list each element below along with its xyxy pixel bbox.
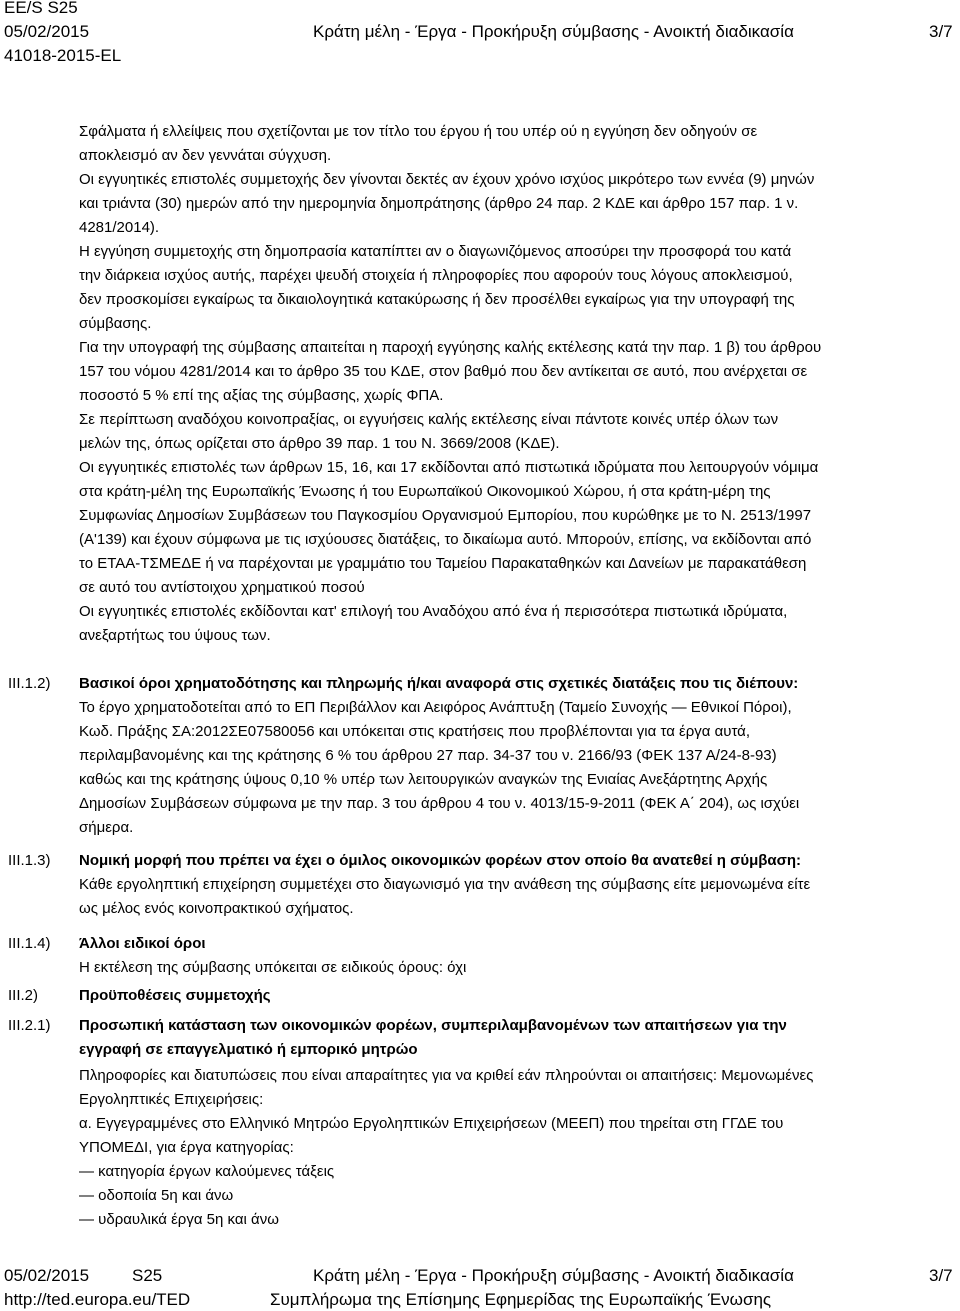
body-line: Σφάλματα ή ελλείψεις που σχετίζονται με τον τίτλο του έργου ή του υπέρ ού η εγγύηση δεν οδηγούν σε [79, 123, 758, 140]
body-line: Η εγγύηση συμμετοχής στη δημοπρασία καταπίπτει αν ο διαγωνιζόμενος αποσύρει την προσφορά του κατά [79, 243, 792, 260]
body-line: ΥΠΟΜΕΔΙ, για έργα κατηγορίας: [79, 1139, 294, 1156]
body-line: Πληροφορίες και διατυπώσεις που είναι απαραίτητες για να κριθεί εάν πληρούνται οι απαιτήσεις: Μεμονωμένες [79, 1067, 814, 1084]
body-line: σύμβασης. [79, 315, 152, 332]
body-line: Σε περίπτωση αναδόχου κοινοπραξίας, οι εγγυήσεις καλής εκτέλεσης είναι πάντοτε κοινές υπέρ όλων των [79, 411, 779, 428]
body-line: 4281/2014). [79, 219, 160, 236]
body-line: Για την υπογραφή της σύμβασης απαιτείται η παροχή εγγύησης καλής εκτέλεσης κατά την παρ. 1 β) του άρθρου [79, 339, 822, 356]
body-line: Δημοσίων Συμβάσεων σύμφωνα με την παρ. 3 του άρθρου 4 του ν. 4013/15-9-2011 (ΦΕΚ Α΄ 204), ως ισχύει [79, 795, 800, 812]
body-line: Το έργο χρηματοδοτείται από το ΕΠ Περιβάλλον και Αειφόρος Ανάπτυξη (Ταμείο Συνοχής — Εθνικοί Πόροι), [79, 699, 792, 716]
body-line: μελών της, όπως ορίζεται στο άρθρο 39 παρ. 1 του Ν. 3669/2008 (ΚΔΕ). [79, 435, 560, 452]
body-line: Κωδ. Πράξης ΣΑ:2012ΣΕ07580056 και υπόκειται στις κρατήσεις που προβλέπονται για τα έργα αυτά, [79, 723, 751, 740]
body-line: το ΕΤΑΑ-ΤΣΜΕΔΕ ή να παρέχονται με γραμμάτιο του Ταμείου Παρακαταθηκών και Δανείων με παρακατάθεση [79, 555, 807, 572]
body-line: α. Εγγεγραμμένες στο Ελληνικό Μητρώο Εργοληπτικών Επιχειρήσεων (ΜΕΕΠ) που τηρείται στη ΓΓΔΕ του [79, 1115, 784, 1132]
body-line: Οι εγγυητικές επιστολές των άρθρων 15, 16, και 17 εκδίδονται από πιστωτικά ιδρύματα που λειτουργούν νόμιμα [79, 459, 819, 476]
body-line: 157 του νόμου 4281/2014 και το άρθρο 35 του ΚΔΕ, στον βαθμό που δεν αντίκειται σε αυτό, που ανέρχεται σε [79, 363, 808, 380]
body-line: (Α'139) και έχουν σύμφωνα με τις ισχύουσες διατάξεις, το δικαίωμα αυτό. Μπορούν, επίσης, να εκδίδονται από [79, 531, 812, 548]
footer-url-link[interactable]: http://ted.europa.eu/TED [4, 1290, 191, 1309]
body-line: ως μέλος ενός κοινοπρακτικού σχήματος. [79, 900, 354, 917]
section-heading: εγγραφή σε επαγγελματικό ή εμπορικό μητρώο [79, 1041, 418, 1058]
body-line: Συμφωνίας Δημοσίων Συμβάσεων του Παγκοσμίου Οργανισμού Εμπορίου, που κυρώθηκε με το Ν. 2513/1997 [79, 507, 812, 524]
header-page-number: 3/7 [929, 22, 953, 41]
body-line: δεν προσκομίσει εγκαίρως τα δικαιολογητικά κατακύρωσης ή δεν προσέλθει εγκαίρως για την υπογραφή της [79, 291, 795, 308]
body-line: την διάρκεια ισχύος αυτής, παρέχει ψευδή στοιχεία ή πληροφορίες που αφορούν τους λόγους αποκλεισμού, [79, 267, 793, 284]
body-line: Κάθε εργοληπτική επιχείρηση συμμετέχει στο διαγωνισμό για την ανάθεση της σύμβασης είτε μεμονωμένα είτε [79, 876, 811, 893]
footer-page-number: 3/7 [929, 1266, 953, 1285]
list-item: — κατηγορία έργων καλούμενες τάξεις [79, 1163, 335, 1180]
list-item: — υδραυλικά έργα 5η και άνω [79, 1211, 279, 1228]
body-line: αποκλεισμό αν δεν γεννάται σύγχυση. [79, 147, 332, 164]
footer-date: 05/02/2015 [4, 1266, 90, 1285]
body-line: Οι εγγυητικές επιστολές εκδίδονται κατ' επιλογή του Αναδόχου από ένα ή περισσότερα πιστωτικά ιδρύματα, [79, 603, 788, 620]
header-document-id: 41018-2015-EL [4, 46, 122, 65]
section-heading: Προϋποθέσεις συμμετοχής [79, 987, 271, 1004]
body-line: σήμερα. [79, 819, 134, 836]
section-heading: Άλλοι ειδικοί όροι [79, 935, 206, 952]
section-number: III.1.3) [8, 852, 51, 869]
footer-title: Κράτη μέλη - Έργα - Προκήρυξη σύμβασης - Ανοικτή διαδικασία [313, 1266, 794, 1285]
body-line: ποσοστό 5 % επί της αξίας της σύμβασης, χωρίς ΦΠΑ. [79, 387, 444, 404]
body-line: στα κράτη-μέλη της Ευρωπαϊκής Ένωσης ή του Ευρωπαϊκού Οικονομικού Χώρου, ή στα κράτη-μέρη της [79, 483, 771, 500]
body-line: και τριάντα (30) ημερών από την ημερομηνία δημοπράτησης (άρθρο 24 παρ. 2 ΚΔΕ και άρθρο 157 παρ. 1 ν. [79, 195, 799, 212]
body-line: σε αυτό του αντίστοιχου χρηματικού ποσού [79, 579, 365, 596]
header-title: Κράτη μέλη - Έργα - Προκήρυξη σύμβασης - Ανοικτή διαδικασία [313, 22, 794, 41]
section-heading: Προσωπική κατάσταση των οικονομικών φορέων, συμπεριλαμβανομένων των απαιτήσεων για την [79, 1017, 787, 1034]
body-line: καθώς και της κράτησης ύψους 0,10 % υπέρ των λειτουργικών αναγκών της Ενιαίας Ανεξάρτητης Αρχής [79, 771, 768, 788]
section-number: III.1.4) [8, 935, 51, 952]
header-series: EE/S S25 [4, 0, 78, 17]
section-number: III.2) [8, 987, 39, 1004]
list-item: — οδοποιία 5η και άνω [79, 1187, 234, 1204]
body-line: Η εκτέλεση της σύμβασης υπόκειται σε ειδικούς όρους: όχι [79, 959, 467, 976]
body-line: Εργοληπτικές Επιχειρήσεις: [79, 1091, 264, 1108]
section-number: III.1.2) [8, 675, 51, 692]
header-date: 05/02/2015 [4, 22, 90, 41]
body-line: Οι εγγυητικές επιστολές συμμετοχής δεν γίνονται δεκτές αν έχουν χρόνο ισχύος μικρότερο των εννέα (9) μηνών [79, 171, 815, 188]
footer-series: S25 [132, 1266, 163, 1285]
section-number: III.2.1) [8, 1017, 51, 1034]
section-heading: Βασικοί όροι χρηματοδότησης και πληρωμής ή/και αναφορά στις σχετικές διατάξεις που τις διέπουν: [79, 675, 799, 692]
body-line: περιλαμβανομένης και της κράτησης 6 % του άρθρου 27 παρ. 34-37 του ν. 2166/93 (ΦΕΚ 137 Α/24-8-93) [79, 747, 777, 764]
body-line: ανεξαρτήτως του ύψους των. [79, 627, 271, 644]
section-heading: Νομική μορφή που πρέπει να έχει ο όμιλος οικονομικών φορέων στον οποίο θα ανατεθεί η σύμβαση: [79, 852, 802, 869]
footer-subtitle: Συμπλήρωμα της Επίσημης Εφημερίδας της Ευρωπαϊκής Ένωσης [270, 1290, 772, 1309]
